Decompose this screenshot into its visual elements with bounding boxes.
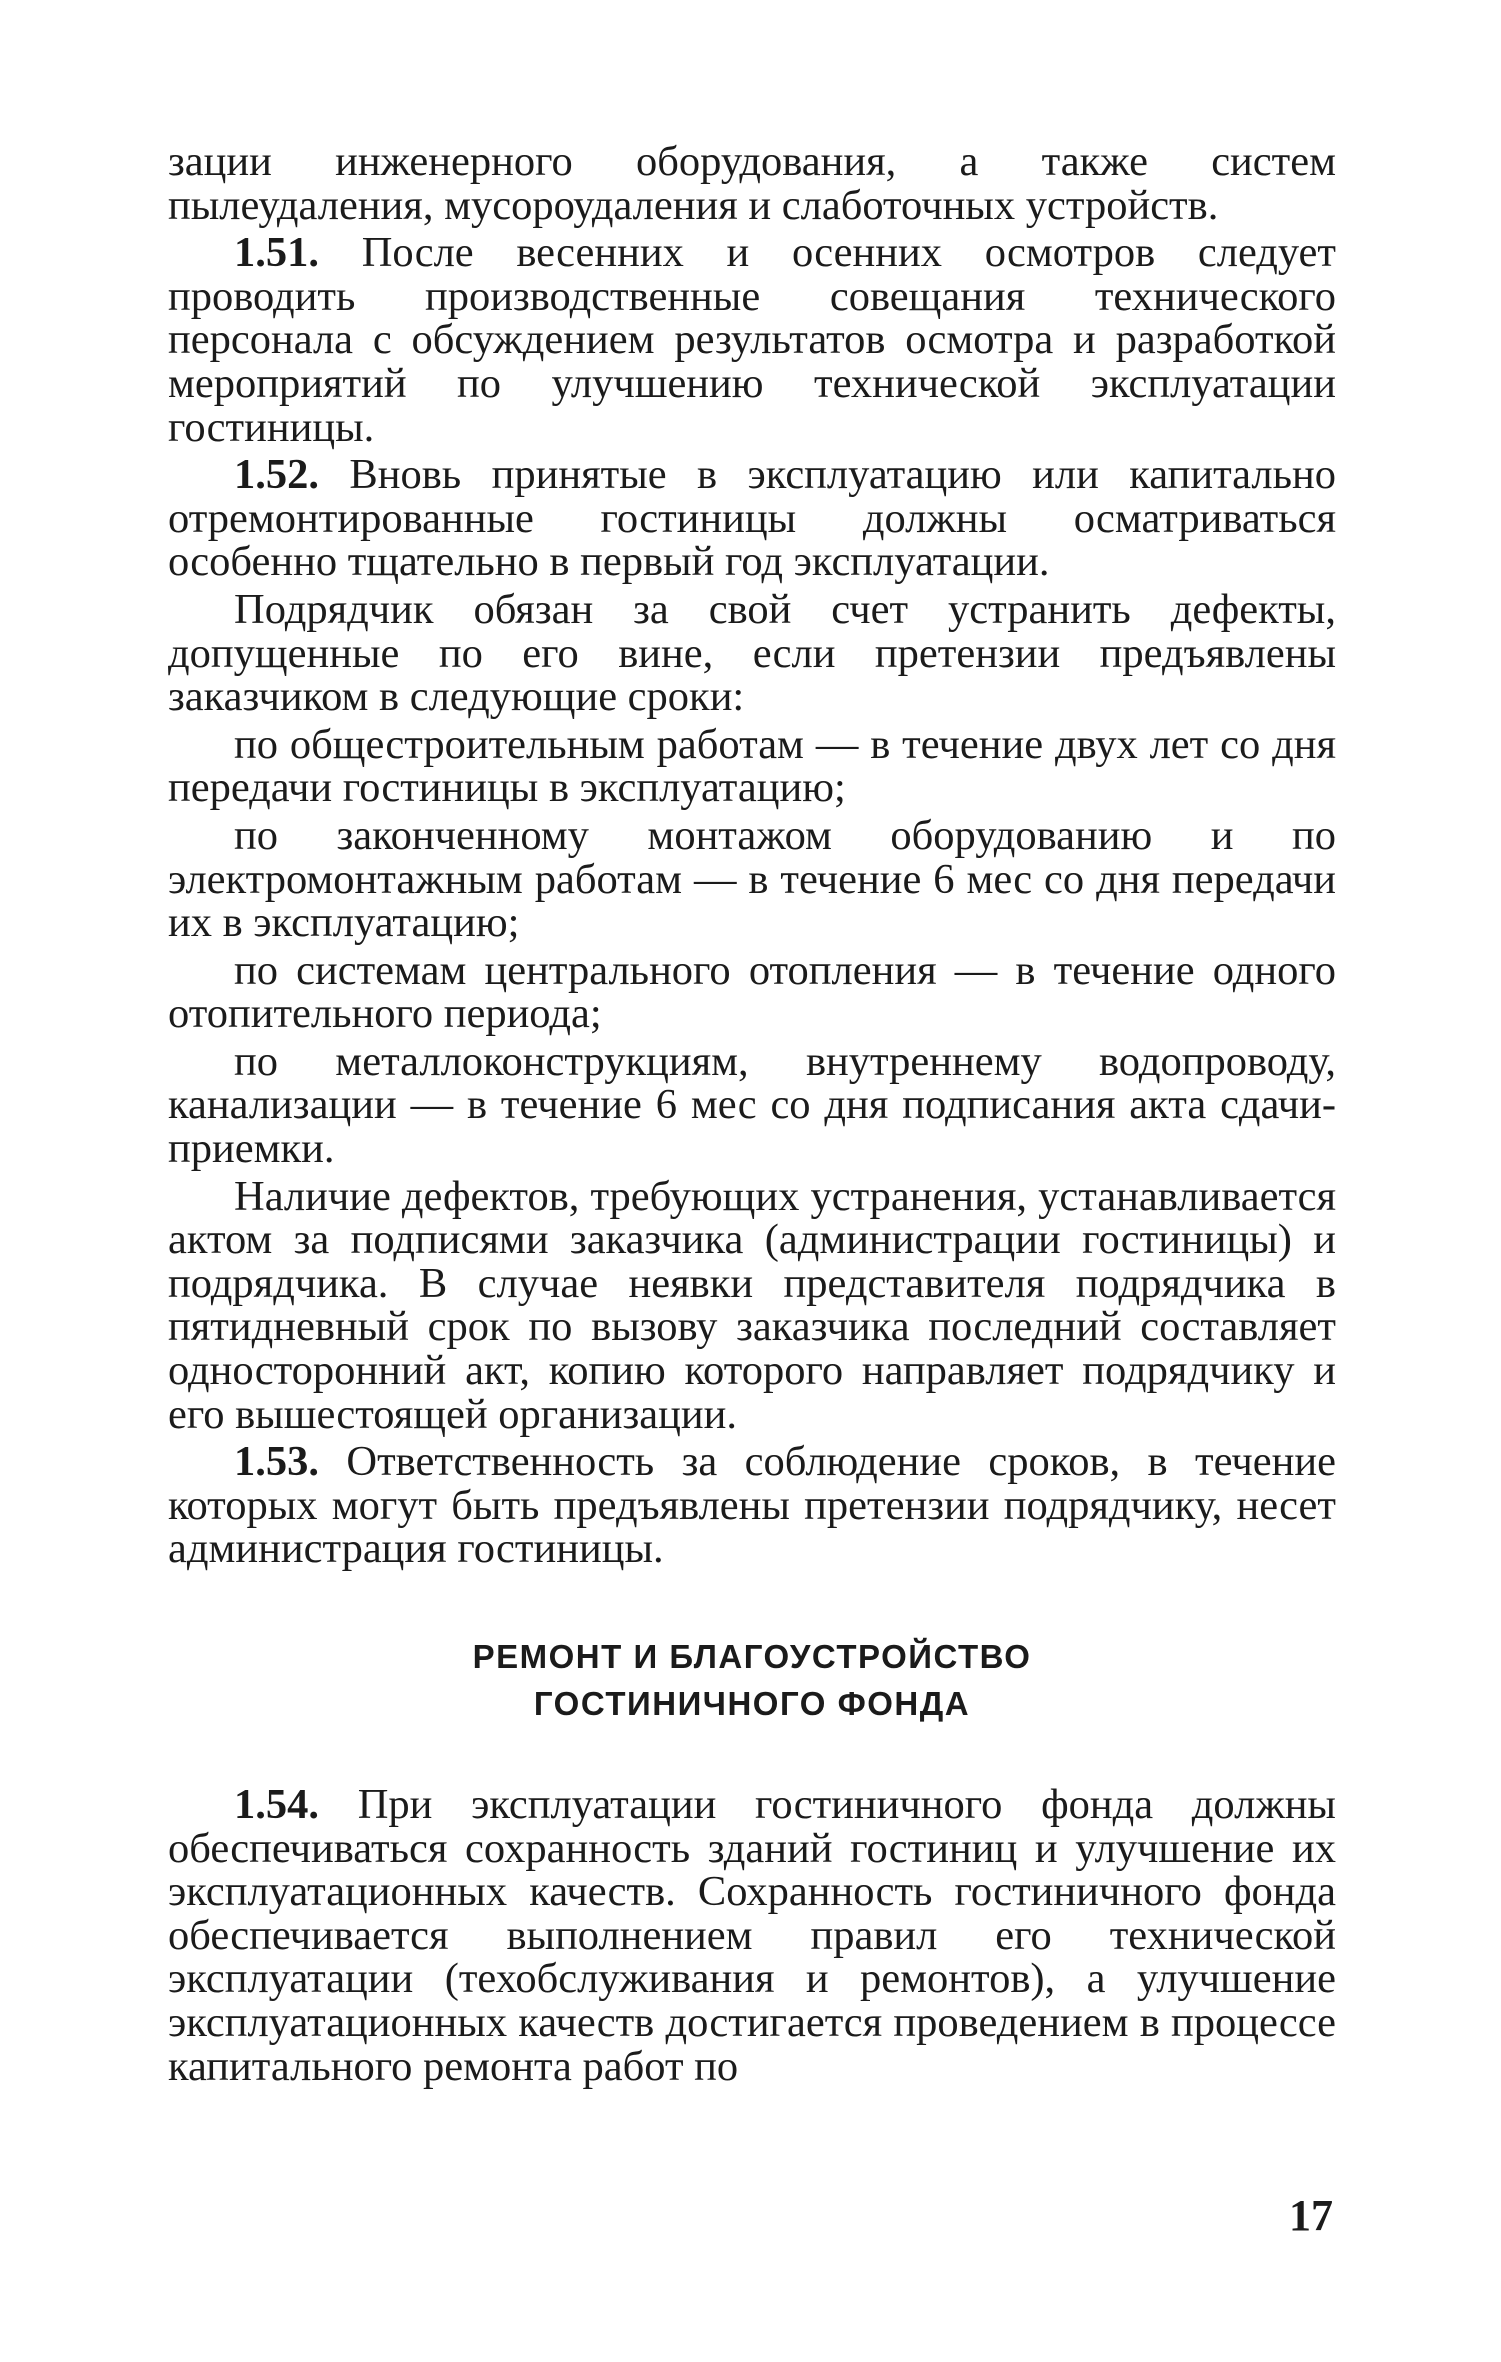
contractor-intro-paragraph: Подрядчик обязан за свой счет устранить дефекты, допущенные по его вине, если претензии предъявлены заказчиком в следующие сроки: — [168, 585, 1336, 721]
term-item: по металлоконструкциям, внутреннему водопроводу, канализации — в течение 6 мес со дня подписания акта сдачи-приемки. — [168, 1037, 1336, 1173]
term-item: по общестроительным работам — в течение двух лет со дня передачи гостиницы в эксплуатацию; — [168, 720, 1336, 812]
term-item: по законченному монтажом оборудованию и по электромонтажным работам — в течение 6 мес со дня передачи их в эксплуатацию; — [168, 811, 1336, 947]
defects-paragraph: Наличие дефектов, требующих устранения, устанавливается актом за подписями заказчика (администрации гостиницы) и подрядчика. В случае неявки представителя подрядчика в пятидневный срок по вызову заказчика последний составляет односторонний акт, копию которого направляет подрядчику и его вышестоящей организации. — [168, 1172, 1336, 1438]
clause-number: 1.52. — [234, 451, 319, 499]
clause-1-54 — [168, 1783, 1336, 2088]
section-heading-line: ГОСТИНИЧНОГО ФОНДА — [533, 1685, 971, 1722]
clause-text: Ответственность за соблюдение сроков, в течение которых могут быть предъявлены претензии подрядчику, несет администрация гостиницы. — [168, 1438, 1336, 1573]
page-number: 17 — [1289, 2191, 1333, 2240]
clause-number: 1.54. — [234, 1781, 319, 1828]
clause-number: 1.53. — [234, 1438, 319, 1486]
section-heading — [168, 1633, 1336, 1727]
clause-1-51 — [168, 231, 1336, 449]
clause-text: После весенних и осенних осмотров следует проводить производственные совещания технического персонала с обсуждением результатов осмотра и разработкой мероприятий по улучшению технической эксплуатации гостиницы. — [168, 229, 1336, 451]
page-body — [168, 140, 1336, 2092]
clause-text: При эксплуатации гостиничного фонда должны обеспечиваться сохранность зданий гостиниц и улучшение их эксплуатационных качеств. Сохранность гостиничного фонда обеспечивается выполнением правил его технической эксплуатации (техобслуживания и ремонтов), а улучшение эксплуатационных качеств достигается проведением в процессе капитального ремонта работ по — [168, 1781, 1336, 2090]
clause-number: 1.51. — [234, 229, 319, 277]
continuation-paragraph: зации инженерного оборудования, а также систем пылеудаления, мусороудаления и слаботочных устройств. — [168, 138, 1336, 229]
clause-1-53 — [168, 1440, 1336, 1571]
section-heading-line: РЕМОНТ И БЛАГОУСТРОЙСТВО — [472, 1638, 1032, 1675]
term-item: по системам центрального отопления — в течение одного отопительного периода; — [168, 946, 1336, 1038]
clause-text: Вновь принятые в эксплуатацию или капитально отремонтированные гостиницы должны осматриваться особенно тщательно в первый год эксплуатации. — [168, 451, 1336, 586]
clause-1-52 — [168, 453, 1336, 584]
